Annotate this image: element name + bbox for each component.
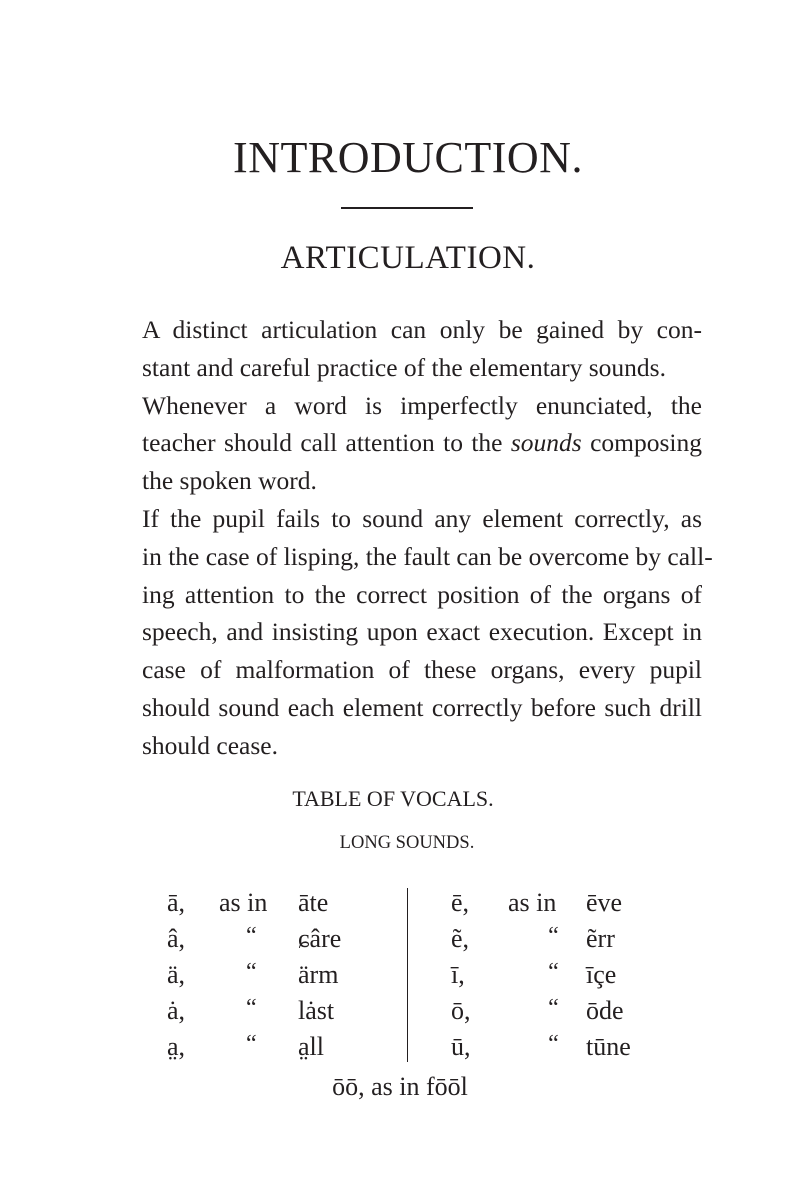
example-word: ɕâre <box>298 924 342 953</box>
paragraph-3 <box>142 500 713 765</box>
text-line: case of malformation of these organs, every pupil <box>142 655 702 685</box>
table-subtitle: LONG SOUNDS. <box>339 833 475 853</box>
example-word: ẽrr <box>586 924 615 953</box>
example-word: a̤ll <box>298 1032 324 1061</box>
text-line-with-italic <box>142 424 702 462</box>
example-word: tūne <box>586 1032 631 1061</box>
text-fragment: teacher should call attention to the <box>142 428 503 458</box>
text-fragment: composing <box>590 428 702 458</box>
table-row <box>0 888 800 924</box>
text-line: in the case of lisping, the fault can be overcome by call- <box>142 541 713 571</box>
text-line: the spoken word. <box>142 466 317 496</box>
example-word: ōde <box>586 996 624 1025</box>
ditto-mark: “ <box>548 923 559 949</box>
text-line: should sound each element correctly before such drill <box>142 692 702 722</box>
ditto-mark: “ <box>246 1031 257 1057</box>
paragraph-1 <box>142 311 702 387</box>
vowel-symbol: ī, <box>451 960 465 989</box>
ditto-mark: “ <box>246 923 257 949</box>
table-row <box>0 996 800 1032</box>
text-line: speech, and insisting upon exact execution. Except in <box>142 617 702 647</box>
example-word: ärm <box>298 960 339 989</box>
vowel-symbol: â, <box>167 924 186 953</box>
text-line: ing attention to the correct position of the organs of <box>142 579 702 609</box>
table-row <box>0 960 800 996</box>
vowel-symbol: ẽ, <box>451 924 470 953</box>
example-word: ēve <box>586 888 623 917</box>
as-in-label: as in <box>508 888 557 917</box>
text-line: should cease. <box>142 730 278 760</box>
vowel-symbol: ā, <box>167 888 186 917</box>
example-word: āte <box>298 888 329 917</box>
example-word: īçe <box>586 960 617 989</box>
ditto-mark: “ <box>548 959 559 985</box>
text-line: A distinct articulation can only be gained by con- <box>142 315 702 344</box>
ditto-mark: “ <box>246 959 257 985</box>
table-title: TABLE OF VOCALS. <box>292 786 494 811</box>
body-text <box>142 311 713 765</box>
ditto-mark: “ <box>548 1031 559 1057</box>
as-in-label: as in <box>219 888 268 917</box>
title-rule <box>341 207 473 209</box>
table-footer: ōō, as in fōōl <box>332 1072 468 1101</box>
italic-word: sounds <box>510 428 582 458</box>
text-line: Whenever a word is imperfectly enunciated, the <box>142 390 702 420</box>
paragraph-2 <box>142 387 702 500</box>
table-row <box>0 924 800 960</box>
text-line: stant and careful practice of the elementary sounds. <box>142 352 666 382</box>
example-word: lȧst <box>298 996 335 1025</box>
ditto-mark: “ <box>548 995 559 1021</box>
table-row <box>0 1032 800 1068</box>
section-title: ARTICULATION. <box>280 240 536 276</box>
text-line: If the pupil fails to sound any element correctly, as <box>142 503 702 533</box>
vowel-symbol: ä, <box>167 960 186 989</box>
page-title: INTRODUCTION. <box>233 133 583 182</box>
vowel-symbol: ō, <box>451 996 471 1025</box>
vocals-table <box>0 888 800 1068</box>
ditto-mark: “ <box>246 995 257 1021</box>
vowel-symbol: ȧ, <box>167 996 186 1025</box>
vowel-symbol: a̤, <box>167 1032 186 1061</box>
vowel-symbol: ē, <box>451 888 470 917</box>
vowel-symbol: ū, <box>451 1032 471 1061</box>
